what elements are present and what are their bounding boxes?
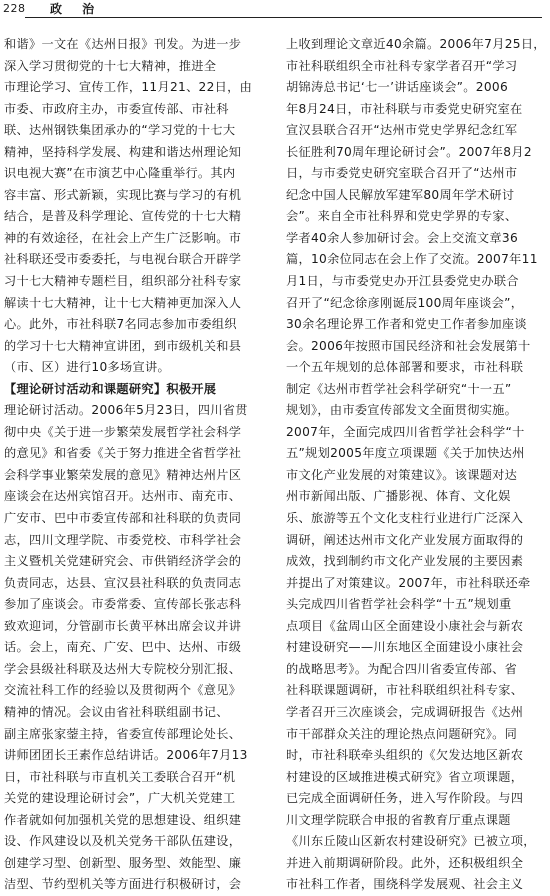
text-line: 解读十七大精神，让十七大精神更加深入人 — [4, 295, 242, 310]
text-line: 州市新闻出版、广播影视、体育、文化娱 — [286, 489, 511, 504]
text-line: 学者召开三次座谈会，完成调研报告《达州 — [286, 704, 524, 719]
text-line: 已完成全面调研任务，进入写作阶段。与四 — [286, 791, 524, 806]
text-line: 神的有效途径，在社会上产生广泛影响。市 — [4, 230, 242, 245]
text-line: 的意见》和省委《关于努力推进全省哲学社 — [4, 446, 242, 461]
text-line: 识电视大赛”在市演艺中心隆重举行。其内 — [4, 166, 236, 181]
page-number: 228 — [3, 2, 26, 15]
text-line: 的学习十七大精神宣讲团，到市级机关和县 — [4, 338, 242, 353]
text-line: 学者40余人参加研讨会。会上交流文章36 — [286, 230, 519, 245]
text-line: 2007年，全面完成四川省哲学社会科学“十 — [286, 424, 525, 439]
text-line: 川文理学院联合申报的省教育厅重点课题 — [286, 812, 511, 827]
text-line: 广安市、巴中市委宣传部和社科联的负责同 — [4, 511, 242, 526]
text-line: 日，与市委党史研究室联合召开了“达州市 — [286, 166, 518, 181]
text-line: 召开了“纪念徐彦刚诞辰100周年座谈会”， — [286, 295, 524, 310]
text-line: 的战略思考》。为配合四川省委宣传部、省 — [286, 661, 518, 676]
text-line: 并进入前期调研阶段。此外，还积极组织全 — [286, 855, 524, 870]
text-line: 《川东丘陵山区新农村建设研究》已被立项， — [286, 834, 536, 849]
text-line: 习十七大精神专题栏目，组织部分社科专家 — [4, 274, 242, 289]
text-line: 篇，10余位同志在会上作了交流。2007年11 — [286, 252, 538, 267]
right-column — [286, 34, 546, 892]
text-line: 一个五年规划的总体部署和要求，市社科联 — [286, 360, 524, 375]
text-line: 容丰富、形式新颖，实现比赛与学习的有机 — [4, 187, 242, 202]
text-line: 交流社科工作的经验以及贯彻两个《意见》 — [4, 683, 242, 698]
text-line: 30余名理论界工作者和党史工作者参加座谈 — [286, 317, 527, 332]
section-title: 政 治 — [50, 2, 103, 16]
text-line: 市社科联组织全市社科专家学者召开“学习 — [286, 58, 518, 73]
text-line: 社科联课题调研，市社科联组织社科专家、 — [286, 683, 524, 698]
text-line: 市委、市政府主办，市委宣传部、市社科 — [4, 101, 229, 116]
text-line: 创建学习型、创新型、服务型、效能型、廉 — [4, 855, 242, 870]
text-line: 作者就如何加强机关党的思想建设、组织建 — [4, 812, 242, 827]
text-line: 市文化产业发展的对策建议》。该课题对达 — [286, 467, 518, 482]
text-line: 联、达州钢铁集团承办的“学习党的十七大 — [4, 123, 236, 138]
text-line: 学会县级社科联及达州大专院校分别汇报、 — [4, 661, 242, 676]
text-line: 设、作风建设以及机关党务干部队伍建设， — [4, 834, 242, 849]
text-line: 月1日，与市委党史办开江县委党史办联合 — [286, 274, 519, 289]
text-line: 调研，阐述达州市文化产业发展方面取得的 — [286, 532, 524, 547]
text-line: 制定《达州市哲学社会科学研究“十一五” — [286, 381, 512, 396]
text-line: 精神的情况。会议由省社科联组副书记、 — [4, 704, 229, 719]
text-line: 村建设的区域推进模式研究》省立项课题， — [286, 769, 524, 784]
text-line: 彻中央《关于进一步繁荣发展哲学社会科学 — [4, 424, 242, 439]
text-line: 副主席张家蓥主持，省委宣传部理论处长、 — [4, 726, 242, 741]
text-line: 并提出了对策建议。2007年，市社科联还牵 — [286, 575, 531, 590]
text-line: （市、区）进行10多场宣讲。 — [4, 360, 170, 375]
header-rule — [25, 17, 542, 18]
text-line: 讲师团团长王素作总结讲话。2006年7月13 — [4, 748, 248, 763]
text-line: 会”。来自全市社科界和党史学界的专家、 — [286, 209, 518, 224]
text-line: 纪念中国人民解放军建军80周年学术研讨 — [286, 187, 515, 202]
text-line: 头完成四川省哲学社会科学“十五”规划重 — [286, 597, 512, 612]
text-line: 和谐》一文在《达州日报》刊发。为进一步 — [4, 37, 242, 51]
text-line: 心。此外，市社科联7名同志参加市委组织 — [4, 317, 237, 332]
text-line: 宣汉县联合召开“达州市党史学界纪念红军 — [286, 123, 518, 138]
text-line: 话。会上，南充、广安、巴中、达州、市级 — [4, 640, 242, 655]
text-line: 关党的建设理论研讨会”，广大机关党建工 — [4, 791, 236, 806]
text-line: 年8月24日，市社科联与市委党史研究室在 — [286, 101, 523, 116]
text-line: 乐、旅游等五个文化支柱行业进行广泛深入 — [286, 511, 524, 526]
text-line: 时，市社科联牵头组织的《欠发达地区新农 — [286, 748, 524, 763]
text-line: 点项目《盆周山区全面建设小康社会与新农 — [286, 618, 524, 633]
text-line: 负责同志，达县、宣汉县社科联的负责同志 — [4, 575, 242, 590]
text-line: 主义暨机关党建研究会、市供销经济学会的 — [4, 554, 242, 569]
text-line: 市社科工作者，围绕科学发展观、社会主义 — [286, 877, 524, 892]
text-line: 社科联还受市委委托，与电视台联合开辟学 — [4, 252, 242, 267]
text-line: 村建设研究——川东地区全面建设小康社会 — [286, 640, 524, 655]
left-column — [4, 34, 264, 892]
text-line: 深入学习贯彻党的十七大精神，推进全 — [4, 58, 217, 73]
text-line: 市干部群众关注的理论热点问题研究》。同 — [286, 726, 518, 741]
text-line: 座谈会在达州宾馆召开。达州市、南充市、 — [4, 489, 242, 504]
text-line: 规划》，由市委宣传部发文全面贯彻实施。 — [286, 403, 518, 418]
text-line: 【理论研讨活动和课题研究】积极开展 — [4, 381, 217, 396]
text-line: 长征胜利70周年理论研讨会”。2007年8月2 — [286, 144, 532, 159]
text-line: 洁型、节约型机关等方面进行积极研讨，会 — [4, 877, 242, 892]
text-line: 致欢迎词，分管副市长黄平林出席会议并讲 — [4, 618, 242, 633]
text-line: 市理论学习、宣传工作，11月21、22日，由 — [4, 80, 253, 95]
text-line: 精神，坚持科学发展、构建和谐达州理论知 — [4, 144, 242, 159]
page-header — [0, 0, 550, 26]
text-line: 参加了座谈会。市委常委、宣传部长张志科 — [4, 597, 242, 612]
text-line: 成效，找到制约市文化产业发展的主要因素 — [286, 554, 524, 569]
text-line: 胡锦涛总书记‘七一’讲话座谈会”。2006 — [286, 80, 509, 95]
text-line: 会科学事业繁荣发展的意见》精神达州片区 — [4, 467, 242, 482]
text-line: 日，市社科联与市直机关工委联合召开“机 — [4, 769, 236, 784]
text-line: 上收到理论文章近40余篇。2006年7月25日， — [286, 37, 546, 51]
text-line: 理论研讨活动。2006年5月23日，四川省贯 — [4, 403, 248, 418]
text-line: 结合，是普及科学理论、宣传党的十七大精 — [4, 209, 242, 224]
text-line: 五”规划2005年度立项课题《关于加快达州 — [286, 446, 525, 461]
text-line: 会。2006年按照市国民经济和社会发展第十 — [286, 338, 531, 353]
text-line: 志，四川文理学院、市委党校、市科学社会 — [4, 532, 242, 547]
